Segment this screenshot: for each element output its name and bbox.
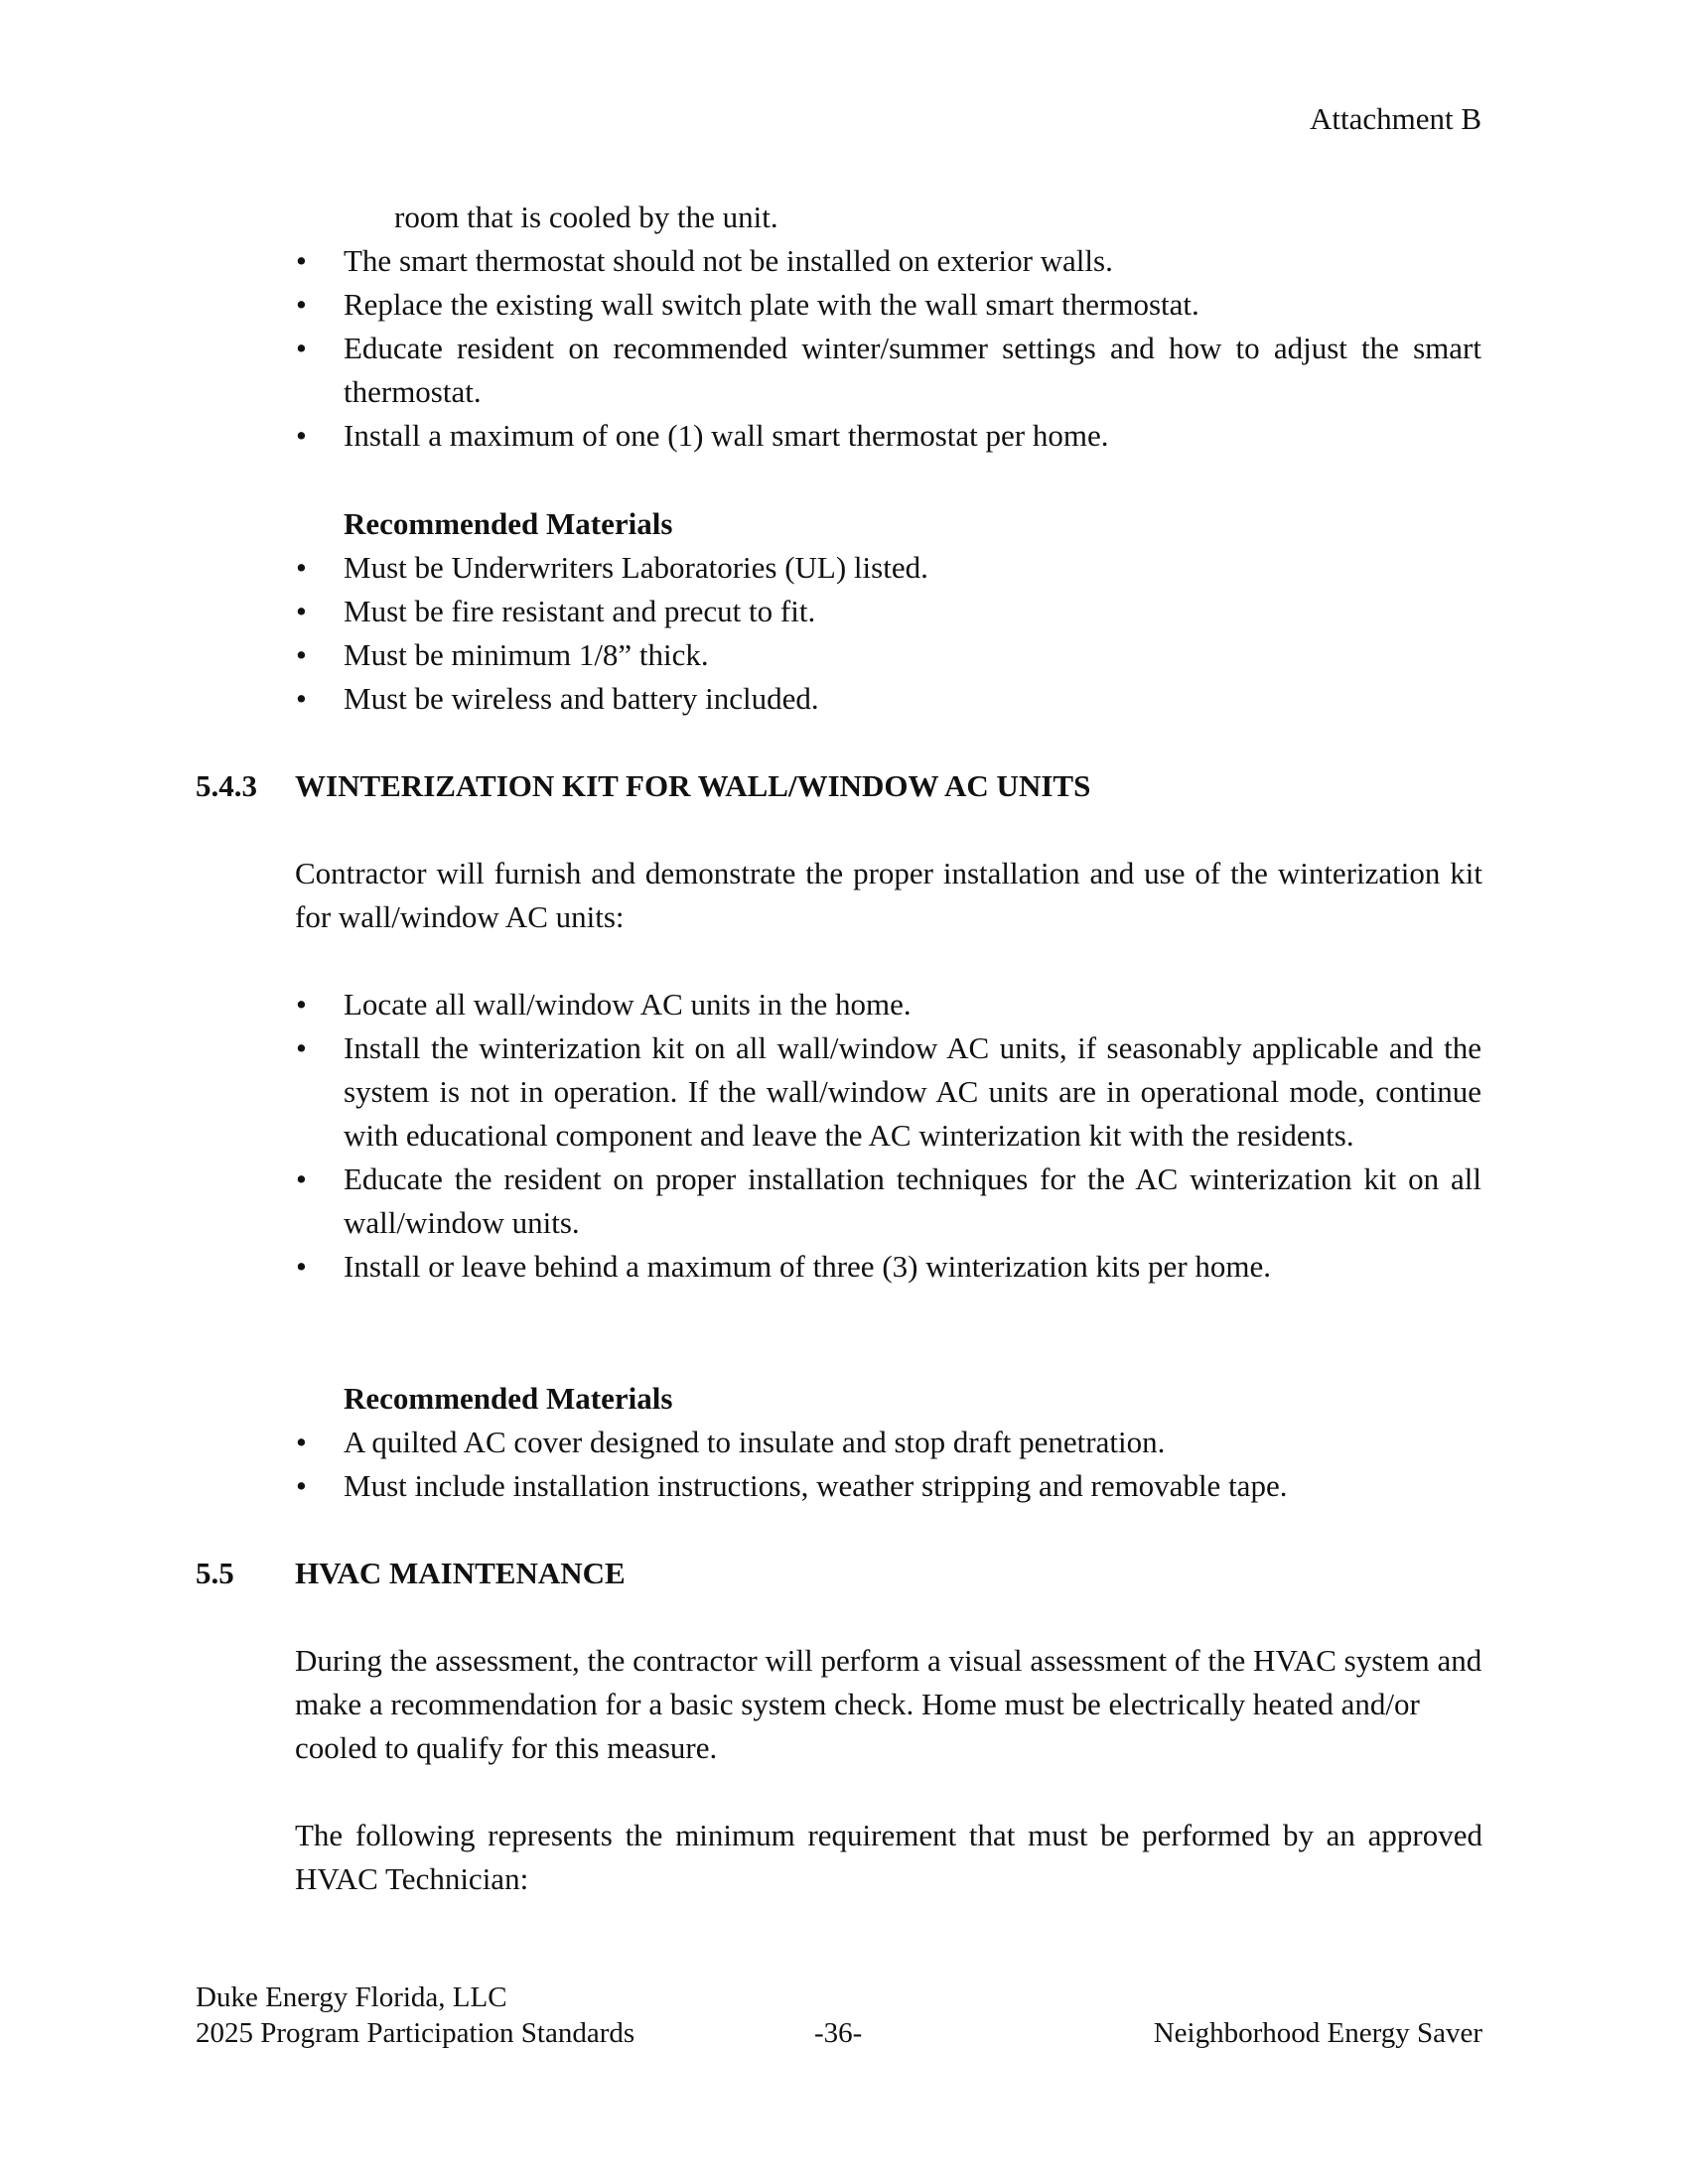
materials-heading: Recommended Materials [344,506,673,541]
list-item: • Must be fire resistant and precut to fit. [344,590,1481,633]
materials-bullet-list [344,1421,1481,1508]
continued-text: room that is cooled by the unit. [394,200,778,234]
section-title: WINTERIZATION KIT FOR WALL/WINDOW AC UNITS [295,768,1091,803]
list-item: • A quilted AC cover designed to insulate and stop draft penetration. [344,1421,1481,1464]
list-item: • Must include installation instructions, weather stripping and removable tape. [344,1464,1481,1508]
attachment-label: Attachment B [1309,101,1481,136]
section-heading [196,764,1090,808]
list-item: • Must be Underwriters Laboratories (UL) listed. [344,546,1481,590]
page-number: -36- [814,2017,863,2049]
list-item: • Install or leave behind a maximum of three (3) winterization kits per home. [344,1245,1481,1289]
list-item: • Replace the existing wall switch plate with the wall smart thermostat. [344,283,1481,327]
section-title: HVAC MAINTENANCE [295,1556,626,1590]
materials-heading: Recommended Materials [344,1381,673,1416]
list-item: • Locate all wall/window AC units in the home. [344,983,1481,1026]
list-item: • Install the winterization kit on all wall/window AC units, if seasonably applicable and the system is not in operation. If the wall/window AC units are in operational mode, continue with educational component and leave the AC winterization kit with the residents. [344,1026,1481,1158]
list-item: • Must be wireless and battery included. [344,677,1481,721]
list-item: • Install a maximum of one (1) wall smart thermostat per home. [344,414,1481,458]
section-paragraph: The following represents the minimum requirement that must be performed by an approved HVAC Technician: [295,1818,1482,1896]
list-item: • The smart thermostat should not be installed on exterior walls. [344,239,1481,283]
page-footer [196,1979,1482,2051]
section-number: 5.4.3 [196,768,257,803]
materials-bullet-list [344,546,1481,721]
section-heading [196,1552,626,1595]
footer-program-name: Neighborhood Energy Saver [1153,2017,1482,2049]
list-item: • Educate the resident on proper installation techniques for the AC winterization kit on all wall/window units. [344,1158,1481,1245]
section-paragraph: During the assessment, the contractor will perform a visual assessment of the HVAC system and make a recommendation for a basic system check. Home must be electrically heated and/or cooled to qualify for this measure. [295,1643,1482,1765]
section-intro: Contractor will furnish and demonstrate the proper installation and use of the winterization kit for wall/window AC units: [295,856,1482,934]
section-number: 5.5 [196,1556,234,1590]
thermostat-bullet-list [344,239,1481,458]
list-item: • Must be minimum 1/8” thick. [344,633,1481,677]
footer-company: Duke Energy Florida, LLC [196,1981,507,2013]
list-item: • Educate resident on recommended winter/summer settings and how to adjust the smart thermostat. [344,327,1481,414]
winterization-bullet-list [344,983,1481,1289]
footer-document-title: 2025 Program Participation Standards [196,2017,635,2049]
